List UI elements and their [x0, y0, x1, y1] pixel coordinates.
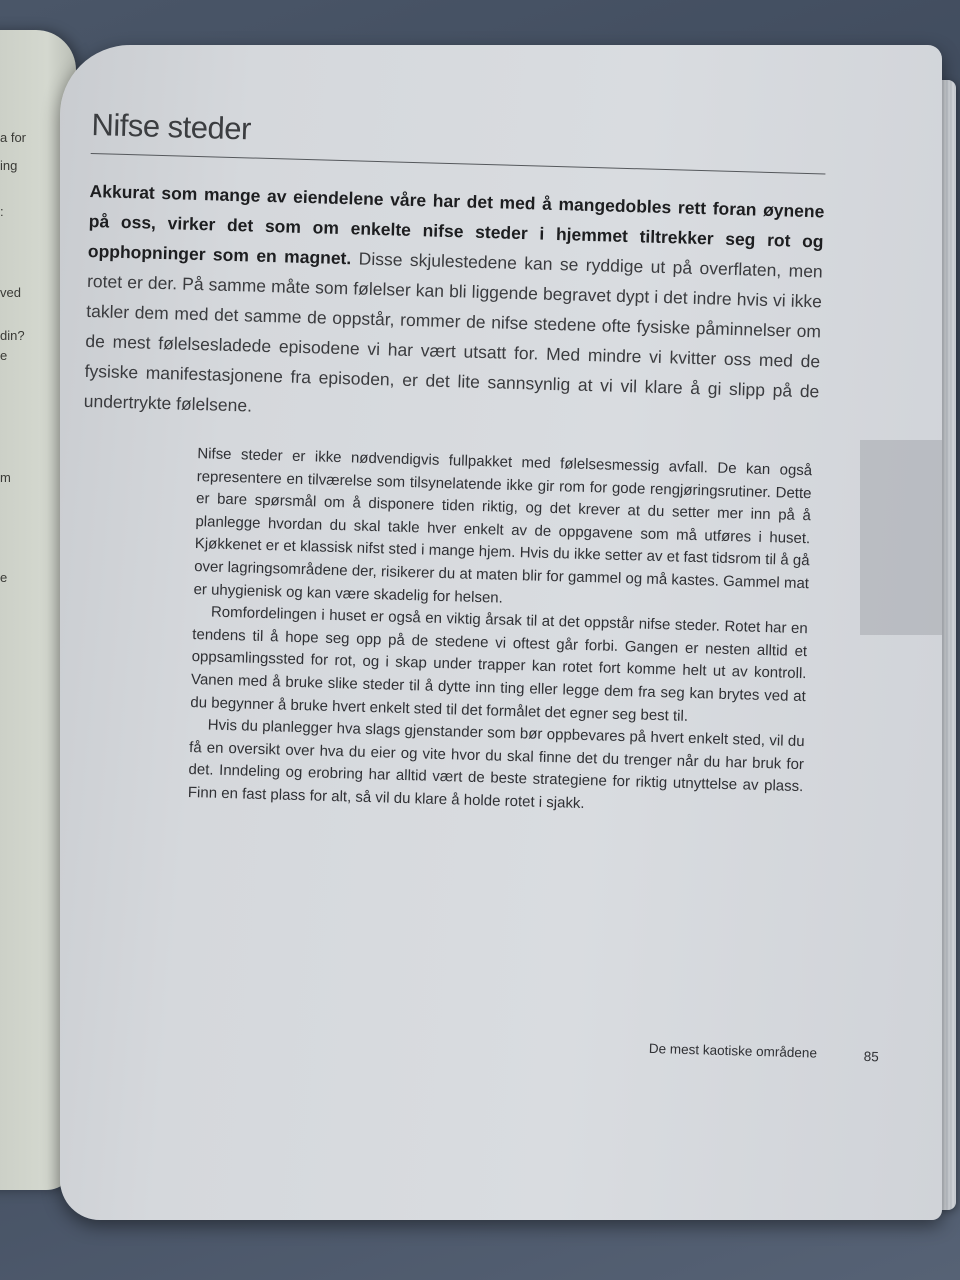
- page-shadow: [860, 440, 942, 635]
- intro-regular-text: Disse skjulestedene kan se ryddige ut på overflaten, men rotet er der. På samme måte som følelser kan bli liggende begravet dypt i det indre hvis vi ikke takler dem med det samme de oppstår, rommer de nifse stedene ofte fysiske påminnelser om de mest følelsesladede episodene vi har vært utsatt for. Med mindre vi kvitter oss med de fysiske manifestasjonene fra episoden, er det lite sannsynlig at vi vil klare å gi slipp på de undertrykte følelsene.: [83, 248, 823, 416]
- body-paragraph: Nifse steder er ikke nødvendigvis fullpakket med følelsesmessig avfall. De kan også representere en tilværelse som tilsynelatende ikke gir rom for gode rengjøringsrutiner. Dette er bare spørsmål om å disponere tiden riktig, og det krever at du setter mer inn på å planlegge hvordan du skal takle hver enkelt av de oppgavene som må utføres i huset. Kjøkkenet er et klassisk nifst sted i mange hjem. Hvis du ikke setter av et fast tidsrom til å gå over lagringsområdene der, risikerer du at maten blir for gammel og må kastes. Gammel mat er uhygienisk og kan være skadelig for helsen.: [193, 445, 813, 607]
- body-paragraph: Romfordelingen i huset er også en viktig årsak til at det oppstår nifse steder. Rotet har en tendens til å hope seg opp på de stedene vi oftest går forbi. Gangen er nesten alltid et oppsamlingssted for rot, og i skap under trapper kan rotet fort komme helt ut av kontroll. Vanen med å bruke slike steder til å dytte inn ting eller legge dem fra seg kan brytes ved at du begynner å bruke hvert enkelt sted til det formålet det egner seg best til.: [190, 603, 808, 725]
- body-text: [188, 443, 813, 822]
- page-content: [73, 107, 880, 1065]
- left-page-fragment: e: [0, 348, 8, 363]
- book-page: [60, 45, 942, 1220]
- left-page-fragment: ing: [0, 158, 18, 173]
- page-title: Nifse steder: [91, 107, 252, 147]
- intro-paragraph: [83, 176, 824, 436]
- running-footer-chapter: De mest kaotiske områdene: [648, 1040, 818, 1061]
- left-page-fragment: ved: [0, 285, 21, 300]
- page-number: 85: [863, 1048, 880, 1065]
- left-page-fragment: e: [0, 570, 8, 585]
- left-page-fragment: :: [0, 204, 4, 219]
- left-page-fragment: a for: [0, 130, 27, 145]
- intro-bold-text: Akkurat som mange av eiendelene våre har det med å mangedobles rett foran øynene på oss, virker det som om enkelte nifse steder i hjemmet tiltrekker seg rot og opphopninger som en magnet.: [87, 180, 825, 269]
- left-page-fragment: din?: [0, 328, 25, 343]
- left-page-fragment: m: [0, 470, 11, 485]
- body-paragraph: Hvis du planlegger hva slags gjenstander som bør oppbevares på hvert enkelt sted, vil du få en oversikt over hva du eier og vite hvor du skal finne det du trenger når du har bruk for det. Inndeling og erobring har alltid vært de beste strategiene for riktig utnyttelse av plass. Finn en fast plass for alt, så vil du klare å holde rotet i sjakk.: [187, 716, 805, 812]
